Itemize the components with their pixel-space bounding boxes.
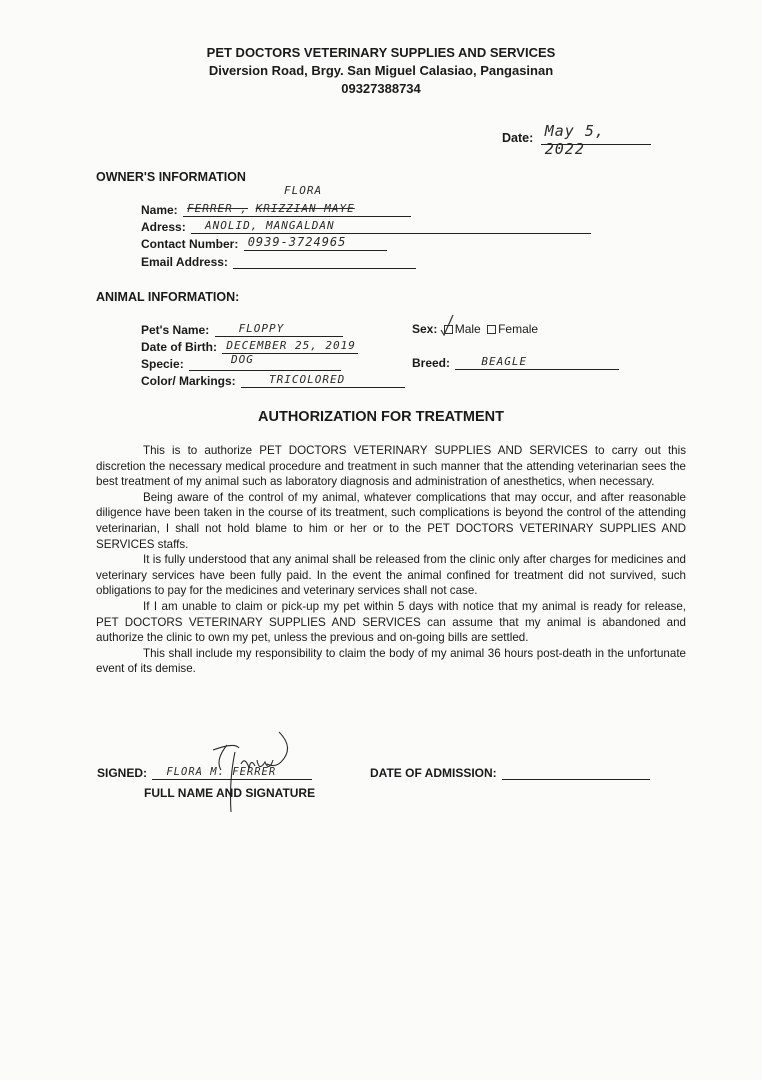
letterhead [0,44,762,98]
sex-label: Sex: [412,322,438,336]
paragraph-5: This shall include my responsibility to claim the body of my animal 36 hours post-death in the unfortunate event of its demise. [96,646,686,676]
company-name: PET DOCTORS VETERINARY SUPPLIES AND SERVICES [206,45,556,60]
paragraph-4: If I am unable to claim or pick-up my pet within 5 days with notice that my animal is ready for release, PET DOCTORS VETERINARY SUPPLIES AND SERVICES can assume that my animal is abandoned and authorize the clinic to own my pet, unless the previous and on-going bills are settled. [96,599,686,645]
owner-name-label: Name: [141,203,178,217]
color-line[interactable] [241,375,405,388]
owner-contact-label: Contact Number: [141,237,239,251]
specie-field [141,353,341,371]
sex-field [412,322,538,336]
owner-address-field [141,220,591,234]
owner-surname-value: FERRER , [187,202,249,215]
animal-section-title: ANIMAL INFORMATION: [96,290,240,304]
date-value: May 5, 2022 [544,122,605,158]
owner-contact-line[interactable] [244,235,387,251]
color-field [141,374,405,388]
owner-email-line[interactable] [233,256,416,269]
authorization-body [96,443,686,677]
signed-value: FLORA M. FERRER [166,766,277,778]
owner-address-line[interactable] [191,221,591,234]
breed-field [412,356,619,370]
paragraph-2: Being aware of the control of my animal, whatever complications that may occur, and after reasonable diligence have been taken in the course of its treatment, such complications is beyond the control of the attending veterinarian, I shall not hold blame to him or her or to the PET DOCTORS VETERINARY SUPPLIES AND SERVICES staffs. [96,490,686,551]
owner-name-struck: KRIZZIAN MAYE [255,202,355,215]
pet-name-value: FLOPPY [238,322,285,335]
date-line[interactable] [541,122,651,158]
owner-contact-value: 0939-3724965 [247,235,347,249]
owner-email-field [141,255,416,269]
paragraph-1: This is to authorize PET DOCTORS VETERINARY SUPPLIES AND SERVICES to carry out this discretion the necessary medical procedure and treatment in such manner that the attending veterinarian sees the best treatment of my animal such as laboratory diagnosis and administration of anesthetics, when necessary. [96,444,686,489]
checkmark-icon [440,314,454,336]
owner-email-label: Email Address: [141,255,228,269]
sex-male-label: Male [454,322,481,336]
color-label: Color/ Markings: [141,374,236,388]
date-of-admission-field [370,766,650,780]
paragraph-3: It is fully understood that any animal shall be released from the clinic only after charges for medicines and veterinary services have been fully paid. In the event the animal confined for treatment did not survived, such obligations to pay for the medicines and veterinary services shall not case. [96,553,686,598]
date-label: Date: [502,131,534,145]
owner-section-title: OWNER'S INFORMATION [96,170,246,184]
sex-female-label: Female [498,322,539,336]
company-phone: 09327388734 [341,81,421,96]
color-value: TRICOLORED [269,373,346,386]
breed-value: BEAGLE [481,355,528,368]
doa-line[interactable] [502,767,650,780]
pet-name-field [141,323,343,337]
specie-line[interactable] [189,353,341,371]
pet-name-line[interactable] [215,324,343,337]
owner-name-line[interactable] [183,204,411,217]
owner-contact-field [141,237,387,251]
authorization-title: AUTHORIZATION FOR TREATMENT [258,409,504,425]
date-field [502,122,651,158]
signature-caption: FULL NAME AND SIGNATURE [144,786,316,800]
specie-label: Specie: [141,357,184,371]
pet-name-label: Pet's Name: [141,323,210,337]
doa-label: DATE OF ADMISSION: [370,766,497,780]
name-correction: FLORA [284,184,323,197]
signed-line[interactable] [152,767,312,780]
owner-address-label: Adress: [141,220,186,234]
breed-label: Breed: [412,356,451,370]
owner-name-field [141,203,411,217]
sex-female-checkbox[interactable] [487,325,496,334]
specie-value: DOG [231,353,254,366]
dob-label: Date of Birth: [141,340,217,354]
signed-label: SIGNED: [97,766,148,780]
dob-value: DECEMBER 25, 2019 [226,339,356,352]
company-address: Diversion Road, Brgy. San Miguel Calasiao, Pangasinan [208,63,554,78]
breed-line[interactable] [455,357,619,370]
owner-address-value: ANOLID, MANGALDAN [205,219,335,232]
dob-field [141,340,358,354]
signed-field [97,766,312,780]
